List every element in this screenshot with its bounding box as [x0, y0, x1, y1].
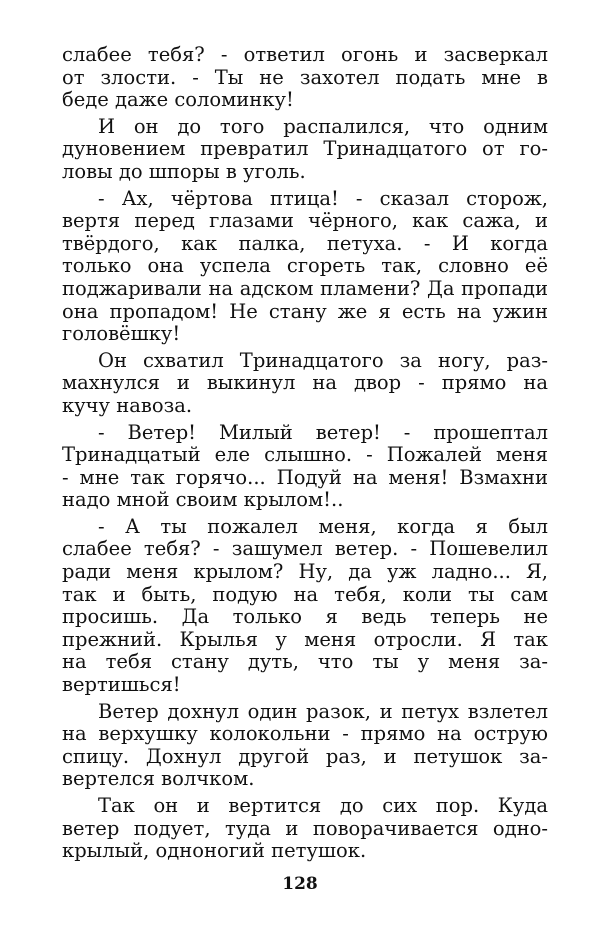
text-line: кучу навоза.	[62, 393, 193, 417]
text-line: спицу. Дохнул другой раз, и петушок за-	[62, 744, 548, 768]
text-line: твёрдого, как палка, петуха. - И когда	[62, 231, 548, 255]
text-line: Ветер дохнул один разок, и петух взлетел	[98, 699, 548, 723]
paragraph	[62, 701, 548, 791]
text-line: вертишься!	[62, 673, 181, 697]
text-line: ловы до шпоры в уголь.	[62, 159, 306, 183]
text-line: так и быть, подую на тебя, коли ты сам	[62, 582, 548, 606]
text-line: просишь. Да только я ведь теперь не	[62, 605, 548, 629]
text-line: - Ветер! Милый ветер! - прошептал	[98, 420, 548, 444]
page-number: 128	[282, 874, 318, 894]
text-line: вертелся волчком.	[62, 767, 255, 791]
text-line: дуновением превратил Тринадцатого от го-	[62, 137, 548, 161]
text-line: ветер подует, туда и поворачивается одно-	[62, 816, 548, 840]
text-line: И он до того распалился, что одним	[98, 114, 548, 138]
text-line: Тринадцатый еле слышно. - Пожалей меня	[62, 443, 548, 467]
text-line: слабее тебя? - ответил огонь и засверкал	[62, 43, 548, 66]
paragraph	[62, 350, 548, 418]
text-line: крылый, одноногий петушок.	[62, 839, 367, 863]
paragraph	[62, 44, 548, 112]
text-line: она пропадом! Не стану же я есть на ужин	[62, 299, 548, 323]
text-line: махнулся и выкинул на двор - прямо на	[62, 371, 548, 395]
text-line: на тебя стану дуть, что ты у меня за-	[62, 650, 548, 674]
body-text	[62, 44, 548, 867]
paragraph	[62, 116, 548, 184]
text-line: ради меня крылом? Ну, да уж ладно... Я,	[62, 560, 548, 584]
text-line: - А ты пожалел меня, когда я был	[98, 514, 548, 538]
text-line: вертя перед глазами чёрного, как сажа, и	[62, 209, 548, 233]
paragraph	[62, 795, 548, 863]
text-line: от злости. - Ты не захотел подать мне в	[62, 65, 548, 89]
text-line: только она успела сгореть так, словно её	[62, 254, 548, 278]
text-line: - мне так горячо... Подуй на меня! Взмахни	[62, 465, 548, 489]
paragraph	[62, 422, 548, 512]
text-line: на верхушку колокольни - прямо на острую	[62, 722, 548, 746]
text-line: прежний. Крылья у меня отросли. Я так	[62, 627, 548, 651]
text-line: поджаривали на адском пламени? Да пропади	[62, 276, 548, 300]
text-line: Он схватил Тринадцатого за ногу, раз-	[98, 348, 548, 372]
paragraph	[62, 516, 548, 697]
text-line: Так он и вертится до сих пор. Куда	[98, 794, 548, 817]
text-line: беде даже соломинку!	[62, 88, 294, 112]
paragraph	[62, 188, 548, 346]
text-line: - Ах, чёртова птица! - сказал сторож,	[98, 186, 548, 210]
text-line: надо мной своим крылом!..	[62, 488, 344, 512]
text-line: головёшку!	[62, 322, 181, 346]
text-line: слабее тебя? - зашумел ветер. - Пошевелил	[62, 537, 548, 561]
